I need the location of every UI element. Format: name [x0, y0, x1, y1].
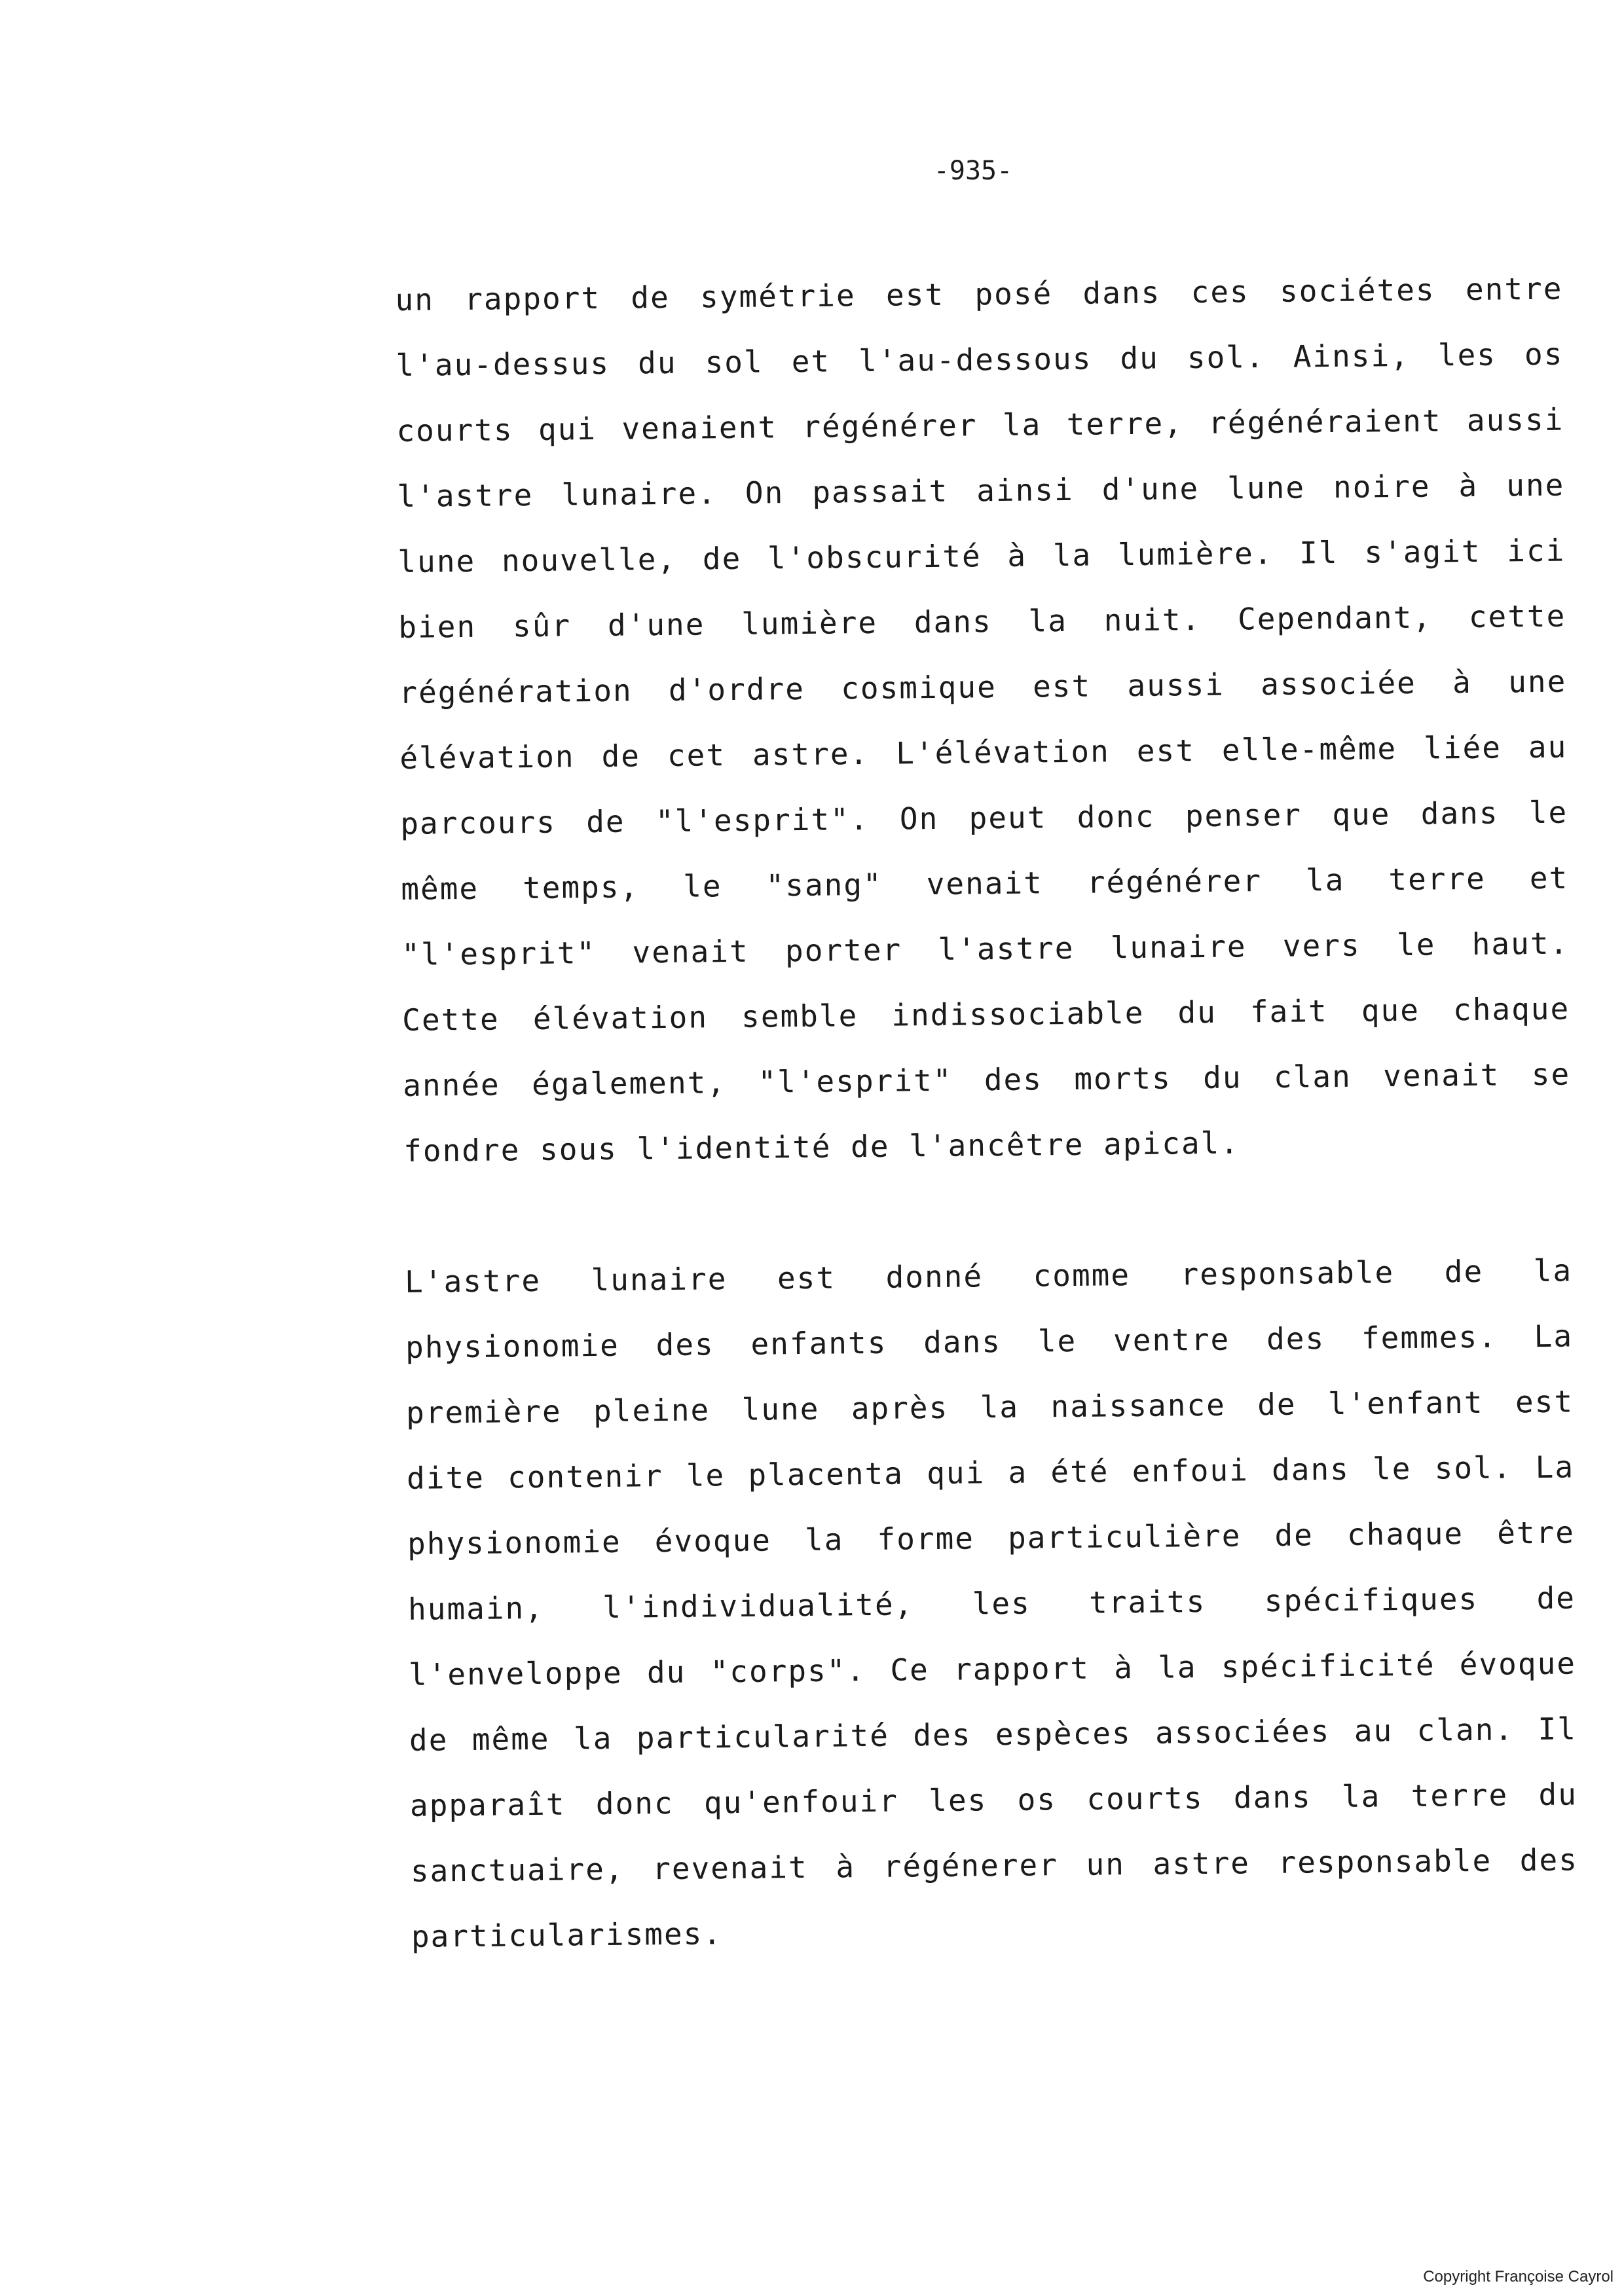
page-number: -935-: [933, 156, 1013, 186]
text-line: sanctuaire, revenait à régénerer un astre responsable des: [410, 1842, 1579, 1889]
text-line: un rapport de symétrie est posé dans ces sociétes entre: [395, 270, 1563, 318]
text-line: particularismes.: [411, 1916, 723, 1954]
text-line: courts qui venaient régénérer la terre, régénéraient aussi: [396, 401, 1564, 448]
text-line: "l'esprit" venait porter l'astre lunaire vers le haut.: [401, 925, 1570, 972]
text-line: fondre sous l'identité de l'ancêtre apical.: [403, 1125, 1240, 1169]
text-line: humain, l'individualité, les traits spécifiques de: [407, 1580, 1576, 1627]
text-line: première pleine lune après la naissance de l'enfant est: [405, 1383, 1574, 1430]
text-line: l'astre lunaire. On passait ainsi d'une lune noire à une: [397, 467, 1565, 514]
text-line: L'astre lunaire est donné comme responsable de la: [404, 1252, 1573, 1300]
body-text: [395, 256, 1579, 1969]
paragraph-2: [405, 1238, 1579, 1969]
text-line: l'au-dessus du sol et l'au-dessous du sol. Ainsi, les os: [396, 336, 1564, 383]
text-line: de même la particularité des espèces associées au clan. Il: [409, 1711, 1578, 1758]
copyright-notice: Copyright Françoise Cayrol: [1423, 2268, 1614, 2286]
text-line: dite contenir le placenta qui a été enfoui dans le sol. La: [406, 1449, 1575, 1496]
text-line: année également, "l'esprit" des morts du clan venait se: [402, 1056, 1571, 1103]
text-line: lune nouvelle, de l'obscurité à la lumière. Il s'agit ici: [397, 532, 1566, 579]
text-line: régénération d'ordre cosmique est aussi associée à une: [399, 663, 1567, 710]
text-line: l'enveloppe du "corps". Ce rapport à la spécificité évoque: [408, 1645, 1577, 1692]
text-line: élévation de cet astre. L'élévation est elle-même liée au: [399, 729, 1568, 776]
paragraph-1: [395, 256, 1572, 1184]
text-line: bien sûr d'une lumière dans la nuit. Cependant, cette: [398, 598, 1566, 645]
text-line: Cette élévation semble indissociable du fait que chaque: [401, 991, 1570, 1038]
text-line: parcours de "l'esprit". On peut donc penser que dans le: [400, 794, 1568, 841]
text-line: physionomie des enfants dans le ventre des femmes. La: [405, 1318, 1574, 1365]
text-line: même temps, le "sang" venait régénérer la terre et: [401, 860, 1569, 907]
text-line: apparaît donc qu'enfouir les os courts dans la terre du: [409, 1776, 1578, 1823]
text-line: physionomie évoque la forme particulière de chaque être: [407, 1514, 1576, 1561]
